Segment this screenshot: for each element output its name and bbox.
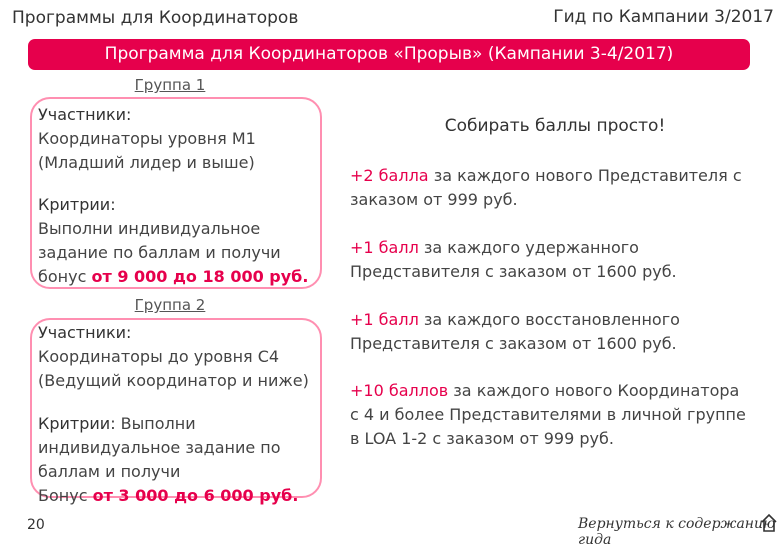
points-item-2-text: за каждого удержанного Представителя с заказом от 1600 руб. <box>350 238 677 281</box>
group2-criteria-label: Критрии: <box>38 414 116 433</box>
group2-criteria-line1-wrap <box>38 412 309 436</box>
back-to-contents-link[interactable]: Вернуться к содержанию гида <box>578 516 776 548</box>
group1-content <box>38 103 308 289</box>
group2-criteria-line2: индивидуальное задание по <box>38 438 281 457</box>
group2-participants-label: Участники: <box>38 323 132 342</box>
group1-criteria-line1: Выполни индивидуальное <box>38 219 261 238</box>
group2-criteria-line1: Выполни <box>120 414 196 433</box>
group1-bonus-line <box>38 265 308 289</box>
group2-participants-line2: (Ведущий координатор и ниже) <box>38 371 309 390</box>
group1-participants-line2: (Младший лидер и выше) <box>38 153 255 172</box>
group1-bonus-prefix: бонус <box>38 267 87 286</box>
points-item-3-text: за каждого восстановленного Представителя с заказом от 1600 руб. <box>350 310 680 353</box>
points-item-3 <box>350 308 750 356</box>
program-banner: Программа для Координаторов «Прорыв» (Кампании 3-4/2017) <box>28 39 750 70</box>
group1-participants-line1: Координаторы уровня М1 <box>38 129 256 148</box>
group2-criteria-line3: баллам и получи <box>38 462 181 481</box>
group1-criteria-label: Критрии: <box>38 195 116 214</box>
group2-bonus-value: от 3 000 до 6 000 руб. <box>92 486 299 505</box>
points-item-1-value: +2 балла <box>350 166 429 185</box>
group1-bonus-value: от 9 000 до 18 000 руб. <box>91 267 309 286</box>
points-item-4 <box>350 379 750 451</box>
header-guide-title: Гид по Кампании 3/2017 <box>553 7 774 27</box>
group2-content <box>38 321 309 508</box>
home-icon[interactable] <box>760 512 778 534</box>
group2-title: Группа 2 <box>134 296 206 314</box>
group2-participants-line1: Координаторы до уровня С4 <box>38 347 280 366</box>
group1-title: Группа 1 <box>134 76 206 94</box>
points-title: Собирать баллы просто! <box>444 116 666 136</box>
group1-criteria-line2: задание по баллам и получи <box>38 243 281 262</box>
header-section-title: Программы для Координаторов <box>12 8 299 28</box>
points-item-1-text: за каждого нового Представителя с заказом от 999 руб. <box>350 166 742 209</box>
points-item-4-value: +10 баллов <box>350 381 449 400</box>
points-item-4-text: за каждого нового Координатора с 4 и более Представителями в личной группе в LOA 1-2 с заказом от 999 руб. <box>350 381 746 448</box>
points-item-2 <box>350 236 750 284</box>
points-item-2-value: +1 балл <box>350 238 419 257</box>
page-number: 20 <box>27 517 45 533</box>
group1-participants-label: Участники: <box>38 105 132 124</box>
group2-bonus-prefix: Бонус <box>38 486 88 505</box>
points-item-3-value: +1 балл <box>350 310 419 329</box>
points-item-1 <box>350 164 750 212</box>
group2-bonus-line <box>38 484 309 508</box>
